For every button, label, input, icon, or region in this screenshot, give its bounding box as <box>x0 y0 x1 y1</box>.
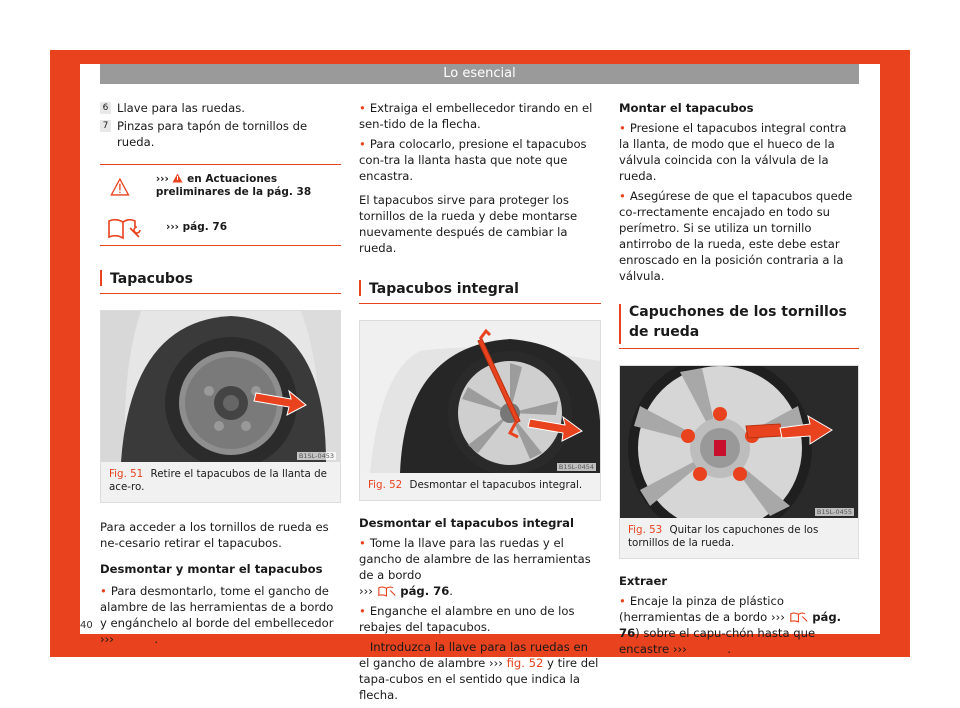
item-number: 7 <box>100 120 111 132</box>
warning-icon <box>110 173 130 201</box>
item-number: 6 <box>100 102 111 114</box>
warning-reference-text: en Actuaciones preliminares de la pág. 38 <box>155 173 312 198</box>
figure-link[interactable]: fig. 53 <box>690 642 728 656</box>
subheading: Desmontar el tapacubos integral <box>359 516 574 530</box>
column-2 <box>359 100 601 703</box>
manual-page <box>80 64 880 702</box>
bullet-item: • Presione el tapacubos integral contra la llanta, de modo que el hueco de la válvula coincida con la válvula de la rueda. <box>619 121 847 183</box>
figure-label: Fig. 53 <box>628 524 663 536</box>
page-link[interactable]: pág. 76 <box>400 584 450 598</box>
list-item <box>100 100 341 116</box>
paragraph: Para acceder a los tornillos de rueda es ne-cesario retirar el tapacubos. <box>100 520 329 550</box>
list-item <box>100 118 341 150</box>
figure-code: B1SL-0455 <box>816 508 852 516</box>
bullet-item: • Asegúrese de que el tapacubos quede co-rrectamente encajado en todo su perímetro. Si se utiliza un tornillo antirrobo de la rueda, este debe estar enroscado en la posición contraria a la válvula. <box>619 189 853 283</box>
bullet-item: • Enganche el alambre en uno de los rebajes del tapacubos. <box>359 604 575 634</box>
bullet-item: • Para colocarlo, presione el tapacubos con-tra la llanta hasta que note que encastra. <box>359 137 587 183</box>
column-1 <box>100 100 341 647</box>
bolt-cap-illustration <box>620 366 858 518</box>
bullet-item: • Extraiga el embellecedor tirando en el sen-tido de la flecha. <box>359 101 593 131</box>
figure-52 <box>359 320 601 501</box>
wheel-cover-illustration <box>101 311 340 462</box>
small-warning-icon <box>172 173 183 183</box>
bullet-item: • Introduzca la llave para las ruedas en el gancho de alambre ››› fig. 52 y tire del tapa-cubos en el sentido que indica la flecha. <box>359 640 599 702</box>
tools-book-icon <box>377 585 397 597</box>
subheading: Montar el tapacubos <box>619 101 754 115</box>
item-text: Llave para las ruedas. <box>117 101 245 115</box>
section-title: Tapacubos <box>100 270 341 294</box>
bullet-item: • Tome la llave para las ruedas y el gancho de alambre de las herramientas de a bordo ››› pág. 76. <box>359 536 591 598</box>
reference-arrows[interactable]: ››› <box>166 221 179 233</box>
section-title: Capuchones de los tornillos de rueda <box>619 302 859 349</box>
page-number: 40 <box>80 620 93 631</box>
figure-label: Fig. 52 <box>368 479 403 491</box>
page-link[interactable]: pág. 76 <box>619 610 842 640</box>
figure-link[interactable]: fig. 51 <box>117 632 155 646</box>
reference-arrows[interactable]: ››› <box>155 173 169 185</box>
figure-51 <box>100 310 341 503</box>
figure-link[interactable]: fig. 52 <box>506 656 544 670</box>
bullet-item: • Encaje la pinza de plástico (herramientas de a bordo ››› pág. 76) sobre el capu-chón hasta que encastre ››› fig. 53. <box>619 594 842 656</box>
figure-label: Fig. 51 <box>109 468 144 480</box>
section-title: Tapacubos integral <box>359 280 601 304</box>
figure-code: B1SL-0453 <box>298 452 334 460</box>
column-3 <box>619 100 859 657</box>
page-header: Lo esencial <box>100 64 859 84</box>
figure-code: B1SL-0454 <box>558 463 594 471</box>
figure-caption: Fig. 52 Desmontar el tapacubos integral. <box>368 479 583 491</box>
figure-image <box>620 366 858 518</box>
figure-image <box>360 321 600 473</box>
figure-caption: Fig. 53 Quitar los capuchones de los tornillos de la rueda. <box>628 524 819 549</box>
bullet-item: • Para desmontarlo, tome el gancho de alambre de las herramientas de a bordo y engánchelo al borde del embellecedor ››› fig. 51. <box>100 584 334 646</box>
item-text: Pinzas para tapón de tornillos de rueda. <box>117 119 308 149</box>
paragraph: El tapacubos sirve para proteger los tornillos de la rueda y debe montarse nuevamente después de cambiar la rueda. <box>359 193 578 255</box>
subheading: Extraer <box>619 574 668 588</box>
tools-book-icon <box>789 611 809 623</box>
book-reference-text[interactable]: pág. 76 <box>182 221 228 233</box>
book-reference <box>100 213 341 241</box>
figure-caption: Fig. 51 Retire el tapacubos de la llanta de ace-ro. <box>109 468 328 493</box>
subheading: Desmontar y montar el tapacubos <box>100 562 323 576</box>
figure-image <box>101 311 340 462</box>
tools-book-icon <box>106 213 142 241</box>
figure-53 <box>619 365 859 559</box>
reference-box <box>100 164 341 246</box>
warning-reference <box>100 173 341 201</box>
integral-cover-illustration <box>360 321 600 473</box>
